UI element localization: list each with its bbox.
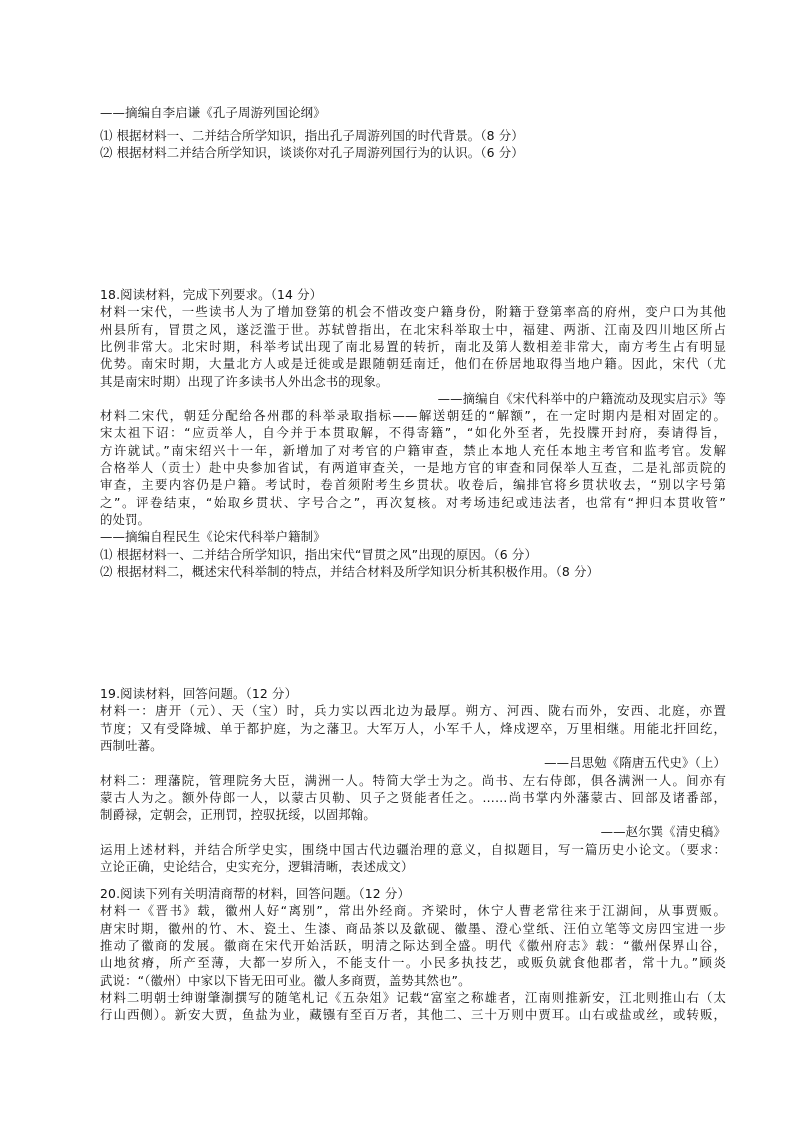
q19-line: 19.阅读材料，回答问题。（12 分）	[100, 686, 298, 701]
q18-line: 的处罚。	[100, 511, 151, 527]
q18-line: 方许就试。”南宋绍兴十一年，新增加了对考官的户籍审查，禁止本地人充任本地主考官和监考官。发解	[100, 442, 726, 458]
q18-line: 州县所有，冒贯之风，遂泛滥于世。苏轼曾指出，在北宋科举取士中，福建、两浙、江南及四川地区所占	[100, 321, 726, 337]
q19-line: 节度；又有受降城、单于都护庭，为之藩卫。大军万人，小军千人，烽戍逻卒，万里相继。用能北扞回纥，	[100, 720, 726, 736]
q19-line: 立论正确，史论结合，史实充分，逻辑清晰，表述成文）	[100, 859, 414, 874]
q18-line: 审查，主要内容仍是户籍。考试时，卷首须附考生乡贯状。收卷后，编排官将乡贯状收去，“别以字号第	[100, 477, 726, 493]
q19-line: 蒙古人为之。额外侍郎一人，以蒙古贝勒、贝子之贤能者任之。……尚书掌内外藩蒙古、回部及诸番部，	[100, 789, 726, 805]
q19-line: ——吕思勉《隋唐五代史》（上）	[544, 755, 726, 771]
q18-line: 18.阅读材料，完成下列要求。（14 分）	[100, 287, 323, 302]
q20-line: 推动了徽商的发展。徽商在宋代开始活跃，明清之际达到全盛。明代《徽州府志》载：“徽州保界山谷，	[100, 937, 726, 953]
q17-questions-line: ⑴ 根据材料一、二并结合所学知识，指出孔子周游列国的时代背景。（8 分）	[100, 128, 524, 143]
q18-line: 材料二宋代，朝廷分配给各州郡的科举录取指标——解送朝廷的“解额”，在一定时期内是相对固定的。	[100, 408, 726, 424]
q19-line: 制爵禄，定朝会，正刑罚，控驭抚绥，以固邦翰。	[100, 807, 376, 823]
q18-line: 宋太祖下诏：“应贡举人，自今并于本贯取解，不得寄籍”，“如化外至者，先投牒开封府，奏请得旨，	[100, 425, 726, 441]
q20-line: 唐宋时期，徽州的竹、木、瓷土、生漆、商品茶以及歙砚、徽墨、澄心堂纸、汪伯立笔等文房四宝进一步	[100, 920, 726, 936]
q20-line: 材料二明朝士绅谢肇淛撰写的随笔札记《五杂俎》记载“富室之称雄者，江南则推新安，江北则推山右（太	[100, 989, 726, 1005]
q19-line: 运用上述材料，并结合所学史实，围绕中国古代边疆治理的意义，自拟题目，写一篇历史小论文。（要求：	[100, 841, 726, 857]
q20-line: 20.阅读下列有关明清商帮的材料，回答问题。（12 分）	[100, 886, 411, 901]
q18-line: 其是南宋时期）出现了许多读书人外出念书的现象。	[100, 373, 389, 389]
q20-line: 山地贫瘠，所产至薄，大都一岁所入，不能支什一。小民多执技艺，或贩负就食他郡者，常十九。”顾炎	[100, 955, 726, 971]
q18-line: ——摘编自程民生《论宋代科举户籍制》	[100, 529, 326, 545]
q19-line: 材料二：理藩院，管理院务大臣，满洲一人。特简大学士为之。尚书、左右侍郎，俱各满洲一人。间亦有	[100, 772, 726, 788]
q18-line: 之”。评卷结束，“始取乡贯状、字号合之”，再次复核。对考场违纪或违法者，也常有“押归本贯收管”	[100, 494, 726, 510]
q20-line: 材料一《晋书》载，徽州人好“离别”，常出外经商。齐梁时，休宁人曹老常往来于江湖间，从事贾贩。	[100, 903, 726, 919]
q18-line: 优势。南宋时期，大量北方人或是迁徙或是跟随朝廷南迁，他们在侨居地取得当地户籍。因此，宋代（尤	[100, 356, 726, 372]
q18-line: 合格举人（贡士）赴中央参加省试，有两道审查关，一是地方官的审查和同保举人互查，二是礼部贡院的	[100, 460, 726, 475]
q19-line: 材料一：唐开（元）、天（宝）时，兵力实以西北边为最厚。朔方、河西、陇右而外，安西、北庭，亦置	[100, 703, 726, 719]
q20-line: 行山西侧）。新安大贾，鱼盐为业，藏镪有至百万者，其他二、三十万则中贾耳。山右或盐或丝，或转贩，	[100, 1007, 726, 1023]
q18-line: ⑵ 根据材料二，概述宋代科举制的特点，并结合材料及所学知识分析其积极作用。（8 分）	[100, 563, 600, 579]
q18-line: ⑴ 根据材料一、二并结合所学知识，指出宋代“冒贯之风”出现的原因。（6 分）	[100, 546, 537, 562]
q19-line: 西制吐蕃。	[100, 737, 163, 753]
q17-source-line: ——摘编自李启谦《孔子周游列国论纲》	[100, 105, 326, 120]
q17-questions-line: ⑵ 根据材料二并结合所学知识，谈谈你对孔子周游列国行为的认识。（6 分）	[100, 145, 524, 161]
q18-line: ——摘编自《宋代科举中的户籍流动及现实启示》等	[437, 390, 726, 406]
q20-line: 武说：“（徽州）中家以下皆无田可业。徽人多商贾，盖势其然也”。	[100, 972, 471, 988]
q18-line: 材料一宋代，一些读书人为了增加登第的机会不惜改变户籍身份，附籍于登第率高的府州，变户口为其他	[100, 304, 726, 320]
q19-line: ——赵尔巽《清史稿》	[600, 824, 726, 840]
q18-line: 比例非常大。北宋时期，科举考试出现了南北易置的转折，南北及第人数相差非常大，南方考生占有明显	[100, 338, 726, 354]
